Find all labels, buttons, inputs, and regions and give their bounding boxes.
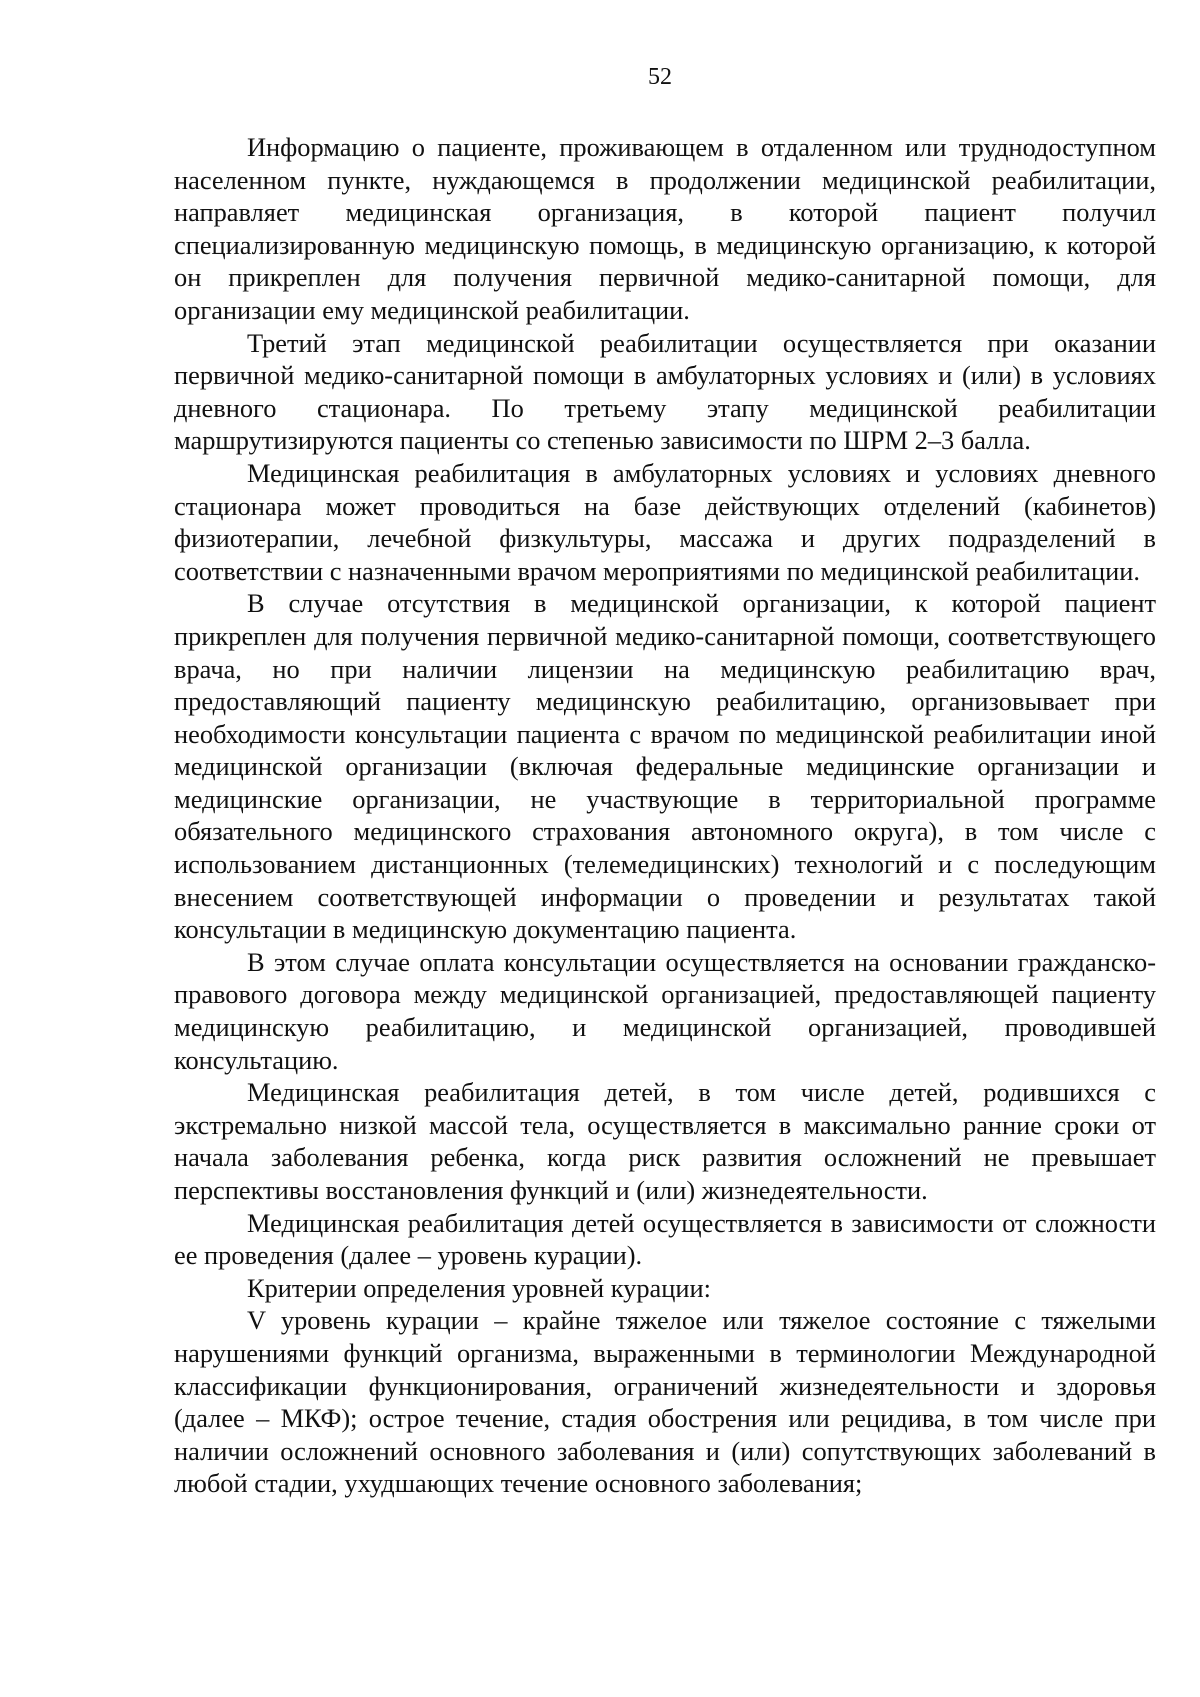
paragraph-level-five-curation: V уровень курации – крайне тяжелое или тяжелое состояние с тяжелыми нарушениями функций организма, выраженными в терминологии Международной классификации функционирования, ограничений жизнедеятельности и здоровья (далее – МКФ); острое течение, стадия обострения или рецидива, в том числе при наличии осложнений основного заболевания и (или) сопутствующих заболеваний в любой стадии, ухудшающих течение основного заболевания; <box>174 1305 1156 1499</box>
paragraph-third-stage-rehabilitation: Третий этап медицинской реабилитации осуществляется при оказании первичной медико-санитарной помощи в амбулаторных условиях и (или) в условиях дневного стационара. По третьему этапу медицинской реабилитации маршрутизируются пациенты со степенью зависимости по ШРМ 2–3 балла. <box>174 327 1156 456</box>
page-number: 52 <box>648 64 672 90</box>
paragraph-consultation-with-doctor: В случае отсутствия в медицинской организации, к которой пациент прикреплен для получения первичной медико-санитарной помощи, соответствующего врача, но при наличии лицензии на медицинскую реабилитацию врач, предоставляющий пациенту медицинскую реабилитацию, организовывает при необходимости консультации пациента с врачом по медицинской реабилитации иной медицинской организации (включая федеральные медицинские организации и медицинские организации, не участвующие в территориальной программе обязательного медицинского страхования автономного округа), в том числе с использованием дистанционных (телемедицинских) технологий и с последующим внесением соответствующей информации о проведении и результатах такой консультации в медицинскую документацию пациента. <box>174 588 1156 945</box>
paragraph-outpatient-rehabilitation: Медицинская реабилитация в амбулаторных условиях и условиях дневного стационара может проводиться на базе действующих отделений (кабинетов) физиотерапии, лечебной физкультуры, массажа и других подразделений в соответствии с назначенными врачом мероприятиями по медицинской реабилитации. <box>174 457 1156 586</box>
paragraph-patient-information-transfer: Информацию о пациенте, проживающем в отдаленном или труднодоступном населенном пункте, нуждающемся в продолжении медицинской реабилитации, направляет медицинская организация, в которой пациент получил специализированную медицинскую помощь, в медицинскую организацию, к которой он прикреплен для получения первичной медико-санитарной помощи, для организации ему медицинской реабилитации. <box>174 132 1156 325</box>
paragraph-children-rehabilitation: Медицинская реабилитация детей, в том числе детей, родившихся с экстремально низкой массой тела, осуществляется в максимально ранние сроки от начала заболевания ребенка, когда риск развития осложнений не превышает перспективы восстановления функций и (или) жизнедеятельности. <box>174 1077 1156 1205</box>
paragraph-curation-level: Медицинская реабилитация детей осуществляется в зависимости от сложности ее проведения (далее – уровень курации). <box>174 1207 1156 1271</box>
paragraph-curation-criteria-heading: Критерии определения уровней курации: <box>247 1272 711 1303</box>
document-body <box>174 131 1156 1500</box>
paragraph-consultation-payment: В этом случае оплата консультации осуществляется на основании гражданско-правового договора между медицинской организацией, предоставляющей пациенту медицинскую реабилитацию, и медицинской организацией, проводившей консультацию. <box>174 946 1156 1075</box>
